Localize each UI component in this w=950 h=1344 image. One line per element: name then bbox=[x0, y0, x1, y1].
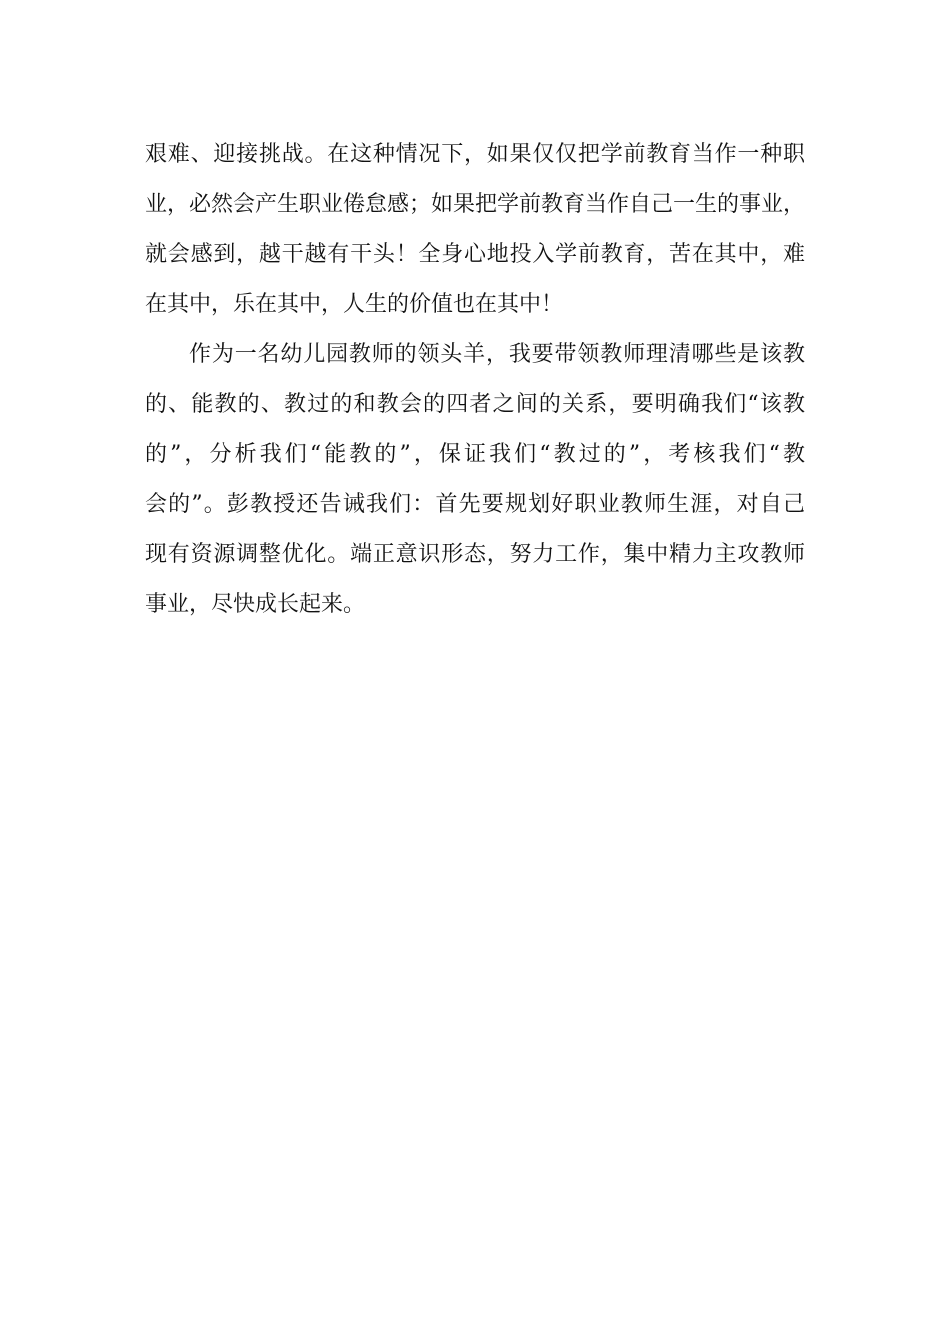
paragraph-line: 事业，尽快成长起来。 bbox=[145, 592, 366, 617]
paragraph-line: 在其中，乐在其中，人生的价值也在其中！ bbox=[145, 292, 564, 317]
paragraph-line: 作为一名幼儿园教师的领头羊，我要带领教师理清哪些是该教 bbox=[189, 342, 805, 367]
paragraph-line: 的、能教的、教过的和教会的四者之间的关系，要明确我们“该教 bbox=[145, 392, 805, 417]
paragraph-2 bbox=[145, 335, 805, 635]
paragraph-line: 会的”。彭教授还告诫我们：首先要规划好职业教师生涯，对自己 bbox=[145, 492, 805, 517]
paragraph-line: 艰难、迎接挑战。在这种情况下，如果仅仅把学前教育当作一种职 bbox=[145, 142, 805, 167]
paragraph-line: 现有资源调整优化。端正意识形态，努力工作，集中精力主攻教师 bbox=[145, 542, 805, 567]
paragraph-line: 的”，分析我们“能教的”，保证我们“教过的”，考核我们“教 bbox=[145, 442, 805, 467]
paragraph-line: 业，必然会产生职业倦怠感；如果把学前教育当作自己一生的事业， bbox=[145, 192, 806, 217]
paragraph-1 bbox=[145, 135, 805, 335]
paragraph-line: 就会感到，越干越有干头！全身心地投入学前教育，苦在其中，难 bbox=[145, 242, 805, 267]
